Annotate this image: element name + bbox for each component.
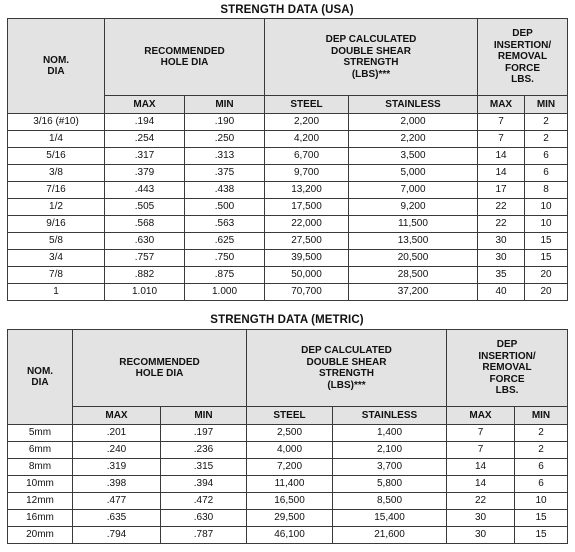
table-row — [8, 476, 568, 493]
table-cell: 7 — [447, 442, 515, 459]
table-cell: 30 — [447, 527, 515, 544]
table-cell: 28,500 — [349, 267, 478, 284]
usa-strength-section — [7, 4, 567, 301]
table-cell: 20 — [525, 267, 568, 284]
table-cell: 30 — [478, 233, 525, 250]
table-cell: 35 — [478, 267, 525, 284]
table-cell: 1.000 — [185, 284, 265, 301]
table-cell: 3,500 — [349, 148, 478, 165]
table-cell: 22 — [447, 493, 515, 510]
table-row — [8, 233, 568, 250]
table-cell: .563 — [185, 216, 265, 233]
table-cell: .472 — [161, 493, 247, 510]
table-cell: .443 — [105, 182, 185, 199]
nom-dia-header: NOM. DIA — [8, 19, 105, 114]
table-row — [8, 114, 568, 131]
table-cell: 6 — [525, 165, 568, 182]
table-cell: 2,000 — [349, 114, 478, 131]
table-cell: 6 — [515, 459, 568, 476]
table-cell: .625 — [185, 233, 265, 250]
table-cell: 2,500 — [247, 425, 333, 442]
nom-dia-cell: 16mm — [8, 510, 73, 527]
subheader-cell: MIN — [515, 407, 568, 425]
table-row — [8, 267, 568, 284]
usa-header-row — [8, 19, 568, 96]
table-cell: 3,700 — [333, 459, 447, 476]
table-cell: 8,500 — [333, 493, 447, 510]
table-cell: 13,500 — [349, 233, 478, 250]
table-cell: .477 — [73, 493, 161, 510]
nom-dia-cell: 7/16 — [8, 182, 105, 199]
table-cell: 40 — [478, 284, 525, 301]
table-cell: 5,800 — [333, 476, 447, 493]
table-row — [8, 199, 568, 216]
table-cell: 16,500 — [247, 493, 333, 510]
table-cell: 7,000 — [349, 182, 478, 199]
hole-dia-header: RECOMMENDED HOLE DIA — [73, 330, 247, 407]
subheader-cell: MAX — [105, 96, 185, 114]
table-cell: 2 — [515, 425, 568, 442]
table-cell: 9,200 — [349, 199, 478, 216]
table-cell: .319 — [73, 459, 161, 476]
table-cell: .794 — [73, 527, 161, 544]
subheader-cell: STAINLESS — [349, 96, 478, 114]
table-cell: .398 — [73, 476, 161, 493]
usa-table-title: STRENGTH DATA (USA) — [220, 4, 354, 16]
table-cell: 14 — [478, 148, 525, 165]
table-cell: .568 — [105, 216, 185, 233]
nom-dia-cell: 3/4 — [8, 250, 105, 267]
table-cell: 15,400 — [333, 510, 447, 527]
table-cell: 6,700 — [265, 148, 349, 165]
table-cell: 15 — [525, 250, 568, 267]
table-cell: .500 — [185, 199, 265, 216]
table-cell: 11,400 — [247, 476, 333, 493]
table-cell: 6 — [525, 148, 568, 165]
nom-dia-cell: 1/2 — [8, 199, 105, 216]
table-row — [8, 527, 568, 544]
metric-strength-table — [7, 329, 568, 544]
table-cell: .882 — [105, 267, 185, 284]
nom-dia-cell: 5mm — [8, 425, 73, 442]
table-cell: 2 — [525, 131, 568, 148]
table-cell: 14 — [478, 165, 525, 182]
table-cell: .197 — [161, 425, 247, 442]
table-cell: 20,500 — [349, 250, 478, 267]
table-row — [8, 510, 568, 527]
table-cell: 39,500 — [265, 250, 349, 267]
table-cell: .201 — [73, 425, 161, 442]
table-cell: 2 — [525, 114, 568, 131]
nom-dia-cell: 1 — [8, 284, 105, 301]
table-row — [8, 216, 568, 233]
table-cell: .757 — [105, 250, 185, 267]
table-cell: .315 — [161, 459, 247, 476]
table-cell: 7 — [478, 114, 525, 131]
table-cell: 5,000 — [349, 165, 478, 182]
table-row — [8, 425, 568, 442]
table-cell: 7 — [478, 131, 525, 148]
table-cell: .438 — [185, 182, 265, 199]
nom-dia-cell: 9/16 — [8, 216, 105, 233]
table-cell: 14 — [447, 476, 515, 493]
table-cell: 22 — [478, 216, 525, 233]
nom-dia-cell: 6mm — [8, 442, 73, 459]
shear-strength-header: DEP CALCULATED DOUBLE SHEAR STRENGTH (LBS)*** — [265, 19, 478, 96]
nom-dia-cell: 12mm — [8, 493, 73, 510]
table-cell: 2 — [515, 442, 568, 459]
table-row — [8, 284, 568, 301]
nom-dia-cell: 7/8 — [8, 267, 105, 284]
table-cell: 10 — [515, 493, 568, 510]
nom-dia-cell: 5/8 — [8, 233, 105, 250]
shear-strength-header: DEP CALCULATED DOUBLE SHEAR STRENGTH (LBS)*** — [247, 330, 447, 407]
table-cell: 17,500 — [265, 199, 349, 216]
table-row — [8, 493, 568, 510]
metric-subheader-row — [8, 407, 568, 425]
table-cell: 8 — [525, 182, 568, 199]
table-cell: 46,100 — [247, 527, 333, 544]
table-cell: 22 — [478, 199, 525, 216]
insertion-force-header: DEP INSERTION/ REMOVAL FORCE LBS. — [478, 19, 568, 96]
table-cell: .236 — [161, 442, 247, 459]
nom-dia-cell: 10mm — [8, 476, 73, 493]
subheader-cell: STEEL — [265, 96, 349, 114]
metric-strength-section — [7, 314, 567, 544]
table-cell: 14 — [447, 459, 515, 476]
nom-dia-cell: 3/8 — [8, 165, 105, 182]
table-row — [8, 182, 568, 199]
table-cell: 2,100 — [333, 442, 447, 459]
nom-dia-cell: 1/4 — [8, 131, 105, 148]
insertion-force-header: DEP INSERTION/ REMOVAL FORCE LBS. — [447, 330, 568, 407]
table-cell: 13,200 — [265, 182, 349, 199]
table-cell: 7 — [447, 425, 515, 442]
table-cell: 2,200 — [349, 131, 478, 148]
usa-table-body — [8, 114, 568, 301]
table-row — [8, 131, 568, 148]
table-row — [8, 459, 568, 476]
table-cell: .375 — [185, 165, 265, 182]
subheader-cell: STEEL — [247, 407, 333, 425]
subheader-cell: MAX — [447, 407, 515, 425]
subheader-cell: MAX — [73, 407, 161, 425]
table-cell: 50,000 — [265, 267, 349, 284]
metric-header-row — [8, 330, 568, 407]
table-cell: 1,400 — [333, 425, 447, 442]
nom-dia-cell: 3/16 (#10) — [8, 114, 105, 131]
subheader-cell: MIN — [525, 96, 568, 114]
table-cell: .250 — [185, 131, 265, 148]
table-cell: 20 — [525, 284, 568, 301]
metric-table-title: STRENGTH DATA (METRIC) — [210, 314, 364, 326]
table-cell: 27,500 — [265, 233, 349, 250]
table-cell: 4,200 — [265, 131, 349, 148]
table-cell: 7,200 — [247, 459, 333, 476]
table-cell: 17 — [478, 182, 525, 199]
table-cell: .635 — [73, 510, 161, 527]
table-cell: .190 — [185, 114, 265, 131]
table-cell: .630 — [161, 510, 247, 527]
usa-strength-table — [7, 18, 568, 301]
nom-dia-header: NOM. DIA — [8, 330, 73, 425]
table-cell: 15 — [515, 510, 568, 527]
table-cell: 10 — [525, 216, 568, 233]
table-cell: 21,600 — [333, 527, 447, 544]
table-cell: 37,200 — [349, 284, 478, 301]
table-cell: .630 — [105, 233, 185, 250]
table-cell: 15 — [515, 527, 568, 544]
table-cell: 4,000 — [247, 442, 333, 459]
metric-table-body — [8, 425, 568, 544]
table-row — [8, 148, 568, 165]
hole-dia-header: RECOMMENDED HOLE DIA — [105, 19, 265, 96]
table-cell: .317 — [105, 148, 185, 165]
table-cell: .313 — [185, 148, 265, 165]
table-cell: .194 — [105, 114, 185, 131]
table-cell: .875 — [185, 267, 265, 284]
table-cell: .240 — [73, 442, 161, 459]
table-cell: .750 — [185, 250, 265, 267]
table-cell: 2,200 — [265, 114, 349, 131]
table-cell: .394 — [161, 476, 247, 493]
table-cell: 11,500 — [349, 216, 478, 233]
nom-dia-cell: 5/16 — [8, 148, 105, 165]
table-cell: .787 — [161, 527, 247, 544]
subheader-cell: MIN — [161, 407, 247, 425]
table-cell: 15 — [525, 233, 568, 250]
table-cell: .379 — [105, 165, 185, 182]
table-cell: .254 — [105, 131, 185, 148]
table-cell: 29,500 — [247, 510, 333, 527]
table-cell: .505 — [105, 199, 185, 216]
table-cell: 1.010 — [105, 284, 185, 301]
table-cell: 70,700 — [265, 284, 349, 301]
nom-dia-cell: 8mm — [8, 459, 73, 476]
table-cell: 22,000 — [265, 216, 349, 233]
table-cell: 30 — [478, 250, 525, 267]
subheader-cell: STAINLESS — [333, 407, 447, 425]
table-cell: 30 — [447, 510, 515, 527]
subheader-cell: MAX — [478, 96, 525, 114]
table-row — [8, 165, 568, 182]
nom-dia-cell: 20mm — [8, 527, 73, 544]
subheader-cell: MIN — [185, 96, 265, 114]
table-cell: 9,700 — [265, 165, 349, 182]
table-row — [8, 442, 568, 459]
table-cell: 10 — [525, 199, 568, 216]
table-row — [8, 250, 568, 267]
table-cell: 6 — [515, 476, 568, 493]
